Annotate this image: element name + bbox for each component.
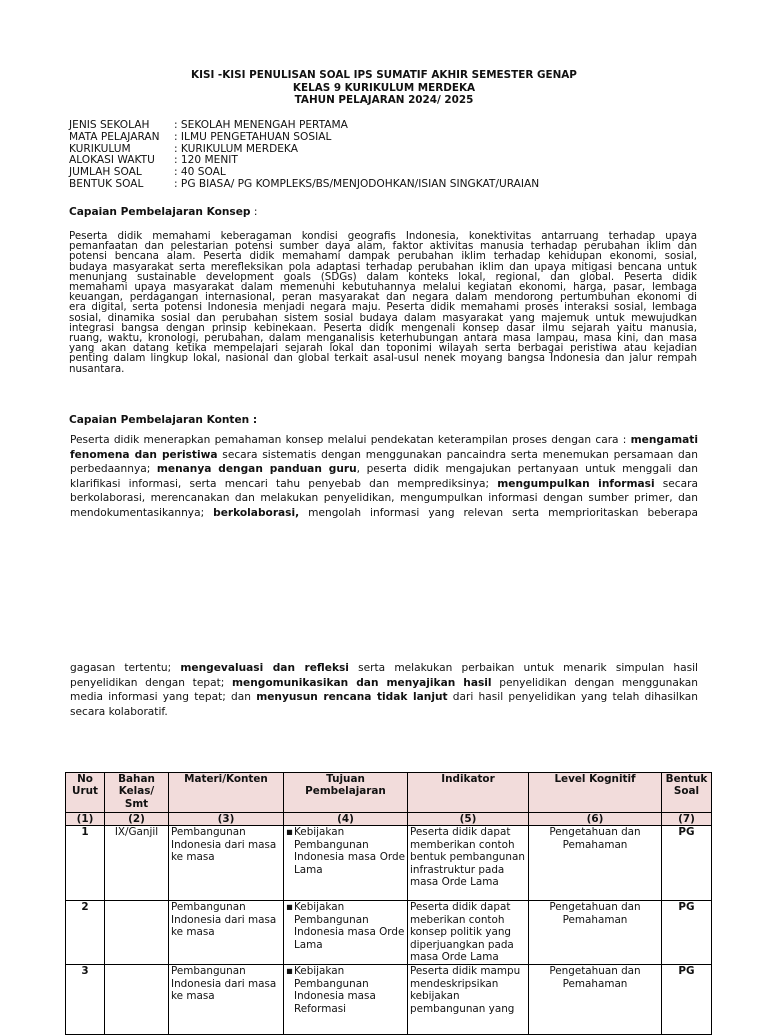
column-number: (5) <box>408 813 529 826</box>
column-header: Bentuk Soal <box>662 773 712 813</box>
paragraph-line: era digital, serta potensi Indonesia menjadi negara maju. Peserta didik memahami proses interaksi sosial, lembaga <box>69 301 697 314</box>
column-header: Bahan Kelas/ Smt <box>105 773 169 813</box>
info-key: MATA PELAJARAN <box>69 130 160 143</box>
konsep-heading: Capaian Pembelajaran Konsep : <box>69 206 258 218</box>
bullet-icon: ▪ <box>286 901 294 914</box>
paragraph-line: potensi bencana alam. Peserta didik memahami dampak perubahan iklim terhadap kehidupan ekonomi, sosial, <box>69 250 697 263</box>
info-key: JUMLAH SOAL <box>69 166 142 179</box>
paragraph-line: berkolaborasi, merencanakan dan melakukan penyelidikan, mengumpulkan informasi dengan sumber primer, dan <box>70 492 698 505</box>
column-number: (3) <box>169 813 284 826</box>
cell-indikator: Peserta didik dapat memberikan contoh bentuk pembangunan infrastruktur pada masa Orde Lama <box>408 826 529 901</box>
paragraph-line: pemanfaatan dan pelestarian potensi sumber daya alam, faktor aktivitas manusia terhadap perubahan iklim dan <box>69 240 697 253</box>
cell-materi: Pembangunan Indonesia dari masa ke masa <box>169 826 284 901</box>
info-value: : 40 SOAL <box>174 166 226 179</box>
cell-kelas <box>105 965 169 1035</box>
paragraph-line: klarifikasi informasi, serta mencari tahu penyebab dan memprediksinya; mengumpulkan informasi secara <box>70 477 698 490</box>
table-row <box>66 965 712 1035</box>
cell-materi: Pembangunan Indonesia dari masa ke masa <box>169 965 284 1035</box>
cell-kelas <box>105 901 169 965</box>
table-row <box>66 826 712 901</box>
paragraph-line: integrasi bangsa dengan prinsip kebinekaan. Peserta didik mengenali konsep dasar ilmu sejarah yaitu manusia, <box>69 321 697 334</box>
column-header: No Urut <box>66 773 105 813</box>
cell-indikator: Peserta didik dapat meberikan contoh konsep politik yang diperjuangkan pada masa Orde Lama <box>408 901 529 965</box>
cell-no: 3 <box>66 965 105 1035</box>
paragraph-line: Peserta didik memahami keberagaman kondisi geografis Indonesia, konektivitas antarruang terhadap upaya <box>69 230 697 242</box>
column-number: (6) <box>529 813 662 826</box>
paragraph-line: penting dalam lingkup lokal, nasional dan global terkait asal-usul nenek moyang bangsa Indonesia dan jalur rempah <box>69 352 697 365</box>
bullet-icon: ▪ <box>286 826 294 839</box>
paragraph-line: sosial, dinamika sosial dan perubahan sistem sosial budaya dalam masyarakat yang majemuk untuk mewujudkan <box>69 311 697 324</box>
info-value: : ILMU PENGETAHUAN SOSIAL <box>174 130 332 143</box>
column-header: Materi/Konten <box>169 773 284 813</box>
paragraph-line: menunjang sustainable development goals (SDGs) dalam konteks lokal, regional, dan global. Peserta didik <box>69 270 697 283</box>
paragraph-line: keuangan, perdagangan internasional, peran masyarakat dan negara dalam mendorong pertumbuhan ekonomi di <box>69 291 697 304</box>
column-header: Level Kognitif <box>529 773 662 813</box>
cell-materi: Pembangunan Indonesia dari masa ke masa <box>169 901 284 965</box>
document-title <box>0 69 768 107</box>
paragraph-line: ruang, waktu, kronologi, perubahan, dalam menganalisis keterhubungan antara masa lampau, masa kini, dan masa <box>69 332 697 345</box>
title-line-1: KISI -KISI PENULISAN SOAL IPS SUMATIF AKHIR SEMESTER GENAP <box>191 69 577 81</box>
column-number: (4) <box>284 813 408 826</box>
konten-paragraph-part-2 <box>70 661 698 719</box>
paragraph-line: media informasi yang tepat; dan menyusun rencana tidak lanjut dari hasil penyelidikan yang telah dihasilkan <box>70 691 698 704</box>
info-row <box>69 132 539 144</box>
cell-bentuk: PG <box>662 965 712 1035</box>
paragraph-line: nusantara. <box>69 362 125 375</box>
info-key: KURIKULUM <box>69 142 131 155</box>
paragraph-line: fenomena dan peristiwa secara sistematis dengan menggunakan pancaindra serta menemukan persamaan dan <box>70 448 698 461</box>
paragraph-line: secara kolaboratif. <box>70 705 168 718</box>
konten-paragraph-part-1 <box>70 433 698 521</box>
info-value: : 120 MENIT <box>174 154 238 167</box>
column-number: (1) <box>66 813 105 826</box>
title-line-3: TAHUN PELAJARAN 2024/ 2025 <box>294 94 474 106</box>
paragraph-line: memahami upaya masyarakat dalam memenuhi kebutuhannya melalui kegiatan ekonomi, harga, pasar, lembaga <box>69 281 697 294</box>
cell-tujuan: ▪ Kebijakan Pembangunan Indonesia masa Orde Lama <box>284 901 408 965</box>
info-key: JENIS SEKOLAH <box>69 119 150 131</box>
cell-level: Pengetahuan dan Pemahaman <box>529 826 662 901</box>
paragraph-line: perbedaannya; menanya dengan panduan guru, peserta didik mengajukan pertanyaan untuk menggali dan <box>70 463 698 476</box>
cell-no: 2 <box>66 901 105 965</box>
paragraph-line: Peserta didik menerapkan pemahaman konsep melalui pendekatan keterampilan proses dengan cara : mengamati <box>70 434 698 446</box>
paragraph-line: budaya masyarakat serta merefleksikan pola adaptasi terhadap perubahan iklim dan upaya mitigasi bencana untuk <box>69 260 697 273</box>
table-row <box>66 901 712 965</box>
cell-bentuk: PG <box>662 901 712 965</box>
cell-bentuk: PG <box>662 826 712 901</box>
paragraph-line: mendokumentasikannya; berkolaborasi, mengolah informasi yang relevan serta memprioritaskan beberapa <box>70 506 698 519</box>
cell-kelas: IX/Ganjil <box>105 826 169 901</box>
column-number: (2) <box>105 813 169 826</box>
paragraph-line: yang akan datang ketika mempelajari sejarah lokal dan toponimi wilayah serta berbagai peristiwa atau kejadian <box>69 342 697 355</box>
info-key: BENTUK SOAL <box>69 177 144 190</box>
info-value: : SEKOLAH MENENGAH PERTAMA <box>174 119 348 131</box>
paragraph-line: gagasan tertentu; mengevaluasi dan refleksi serta melakukan perbaikan untuk menarik simpulan hasil <box>70 662 698 674</box>
cell-tujuan: ▪ Kebijakan Pembangunan Indonesia masa Orde Lama <box>284 826 408 901</box>
title-line-2: KELAS 9 KURIKULUM MERDEKA <box>292 81 476 94</box>
info-value: : KURIKULUM MERDEKA <box>174 142 298 155</box>
table-number-row <box>66 813 712 826</box>
column-number: (7) <box>662 813 712 826</box>
bullet-icon: ▪ <box>286 965 294 978</box>
cell-level: Pengetahuan dan Pemahaman <box>529 965 662 1035</box>
cell-no: 1 <box>66 826 105 901</box>
cell-indikator: Peserta didik mampu mendeskripsikan kebijakan pembangunan yang <box>408 965 529 1035</box>
paragraph-line: penyelidikan dengan tepat; mengomunikasikan dan menyajikan hasil penyelidikan dengan menggunakan <box>70 676 698 689</box>
column-header: Indikator <box>408 773 529 813</box>
kisi-table <box>65 772 712 1035</box>
info-value: : PG BIASA/ PG KOMPLEKS/BS/MENJODOHKAN/ISIAN SINGKAT/URAIAN <box>174 177 540 190</box>
info-row <box>69 179 539 191</box>
cell-level: Pengetahuan dan Pemahaman <box>529 901 662 965</box>
cell-tujuan: ▪ Kebijakan Pembangunan Indonesia masa Reformasi <box>284 965 408 1035</box>
table-header-row <box>66 773 712 813</box>
school-info <box>69 120 539 191</box>
konten-heading: Capaian Pembelajaran Konten : <box>69 414 258 426</box>
konsep-paragraph <box>69 231 697 374</box>
info-key: ALOKASI WAKTU <box>69 154 155 167</box>
column-header: Tujuan Pembelajaran <box>284 773 408 813</box>
